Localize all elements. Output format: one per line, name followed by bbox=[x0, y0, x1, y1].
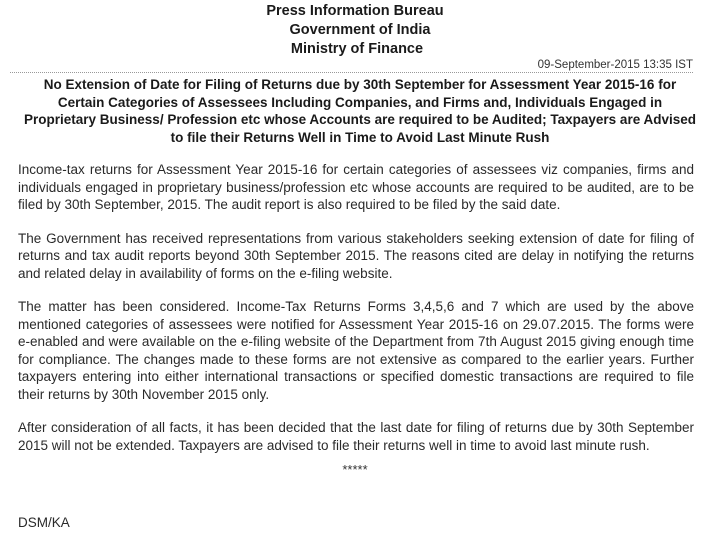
end-separator-wrap bbox=[0, 462, 720, 477]
body-paragraph-4: After consideration of all facts, it has been decided that the last date for filing of returns due by 30th September 2015 will not be extended. Taxpayers are advised to file their returns well in time to avoid last minute rush. bbox=[18, 420, 694, 453]
signoff-initials: DSM/KA bbox=[18, 515, 70, 530]
body-paragraph-2: The Government has received representations from various stakeholders seeking extension of date for filing of returns and tax audit reports beyond 30th September 2015. The reasons cited are delay in notifying the returns and related delay in availability of forms on the e-filing website. bbox=[18, 230, 694, 281]
release-header bbox=[0, 2, 720, 59]
release-timestamp: 09-September-2015 13:35 IST bbox=[537, 59, 693, 71]
header-ministry: Ministry of Finance bbox=[290, 41, 424, 57]
release-body bbox=[18, 161, 694, 470]
body-paragraph-1: Income-tax returns for Assessment Year 2015-16 for certain categories of assessees viz companies, firms and individuals engaged in proprietary business/profession etc whose accounts are required to be audited, are to be filed by 30th September, 2015. The audit report is also required to be filed by the said date. bbox=[18, 162, 694, 212]
release-title: No Extension of Date for Filing of Returns due by 30th September for Assessment Year 2015-16 for Certain Categories of Assessees Including Companies, and Firms and, Individuals Engaged in Proprietary Business/ Profession etc whose Accounts are required to be Audited; Taxpayers are Advised to file their Returns Well in Time to Avoid Last Minute Rush bbox=[24, 77, 696, 145]
header-divider bbox=[10, 72, 693, 73]
end-separator: ***** bbox=[342, 462, 368, 477]
header-bureau: Press Information Bureau bbox=[266, 3, 444, 19]
header-government: Government of India bbox=[289, 22, 431, 38]
body-paragraph-3: The matter has been considered. Income-Tax Returns Forms 3,4,5,6 and 7 which are used by the above mentioned categories of assessees were notified for Assessment Year 2015-16 on 29.07.2015. The forms were e-enabled and were available on the e-filing website of the Department from 7th August 2015 giving enough time for compliance. The changes made to these forms are not extensive as compared to the earlier years. Further taxpayers entering into either international transactions or specified domestic transactions are required to file their returns by 30th November 2015 only. bbox=[18, 299, 694, 402]
